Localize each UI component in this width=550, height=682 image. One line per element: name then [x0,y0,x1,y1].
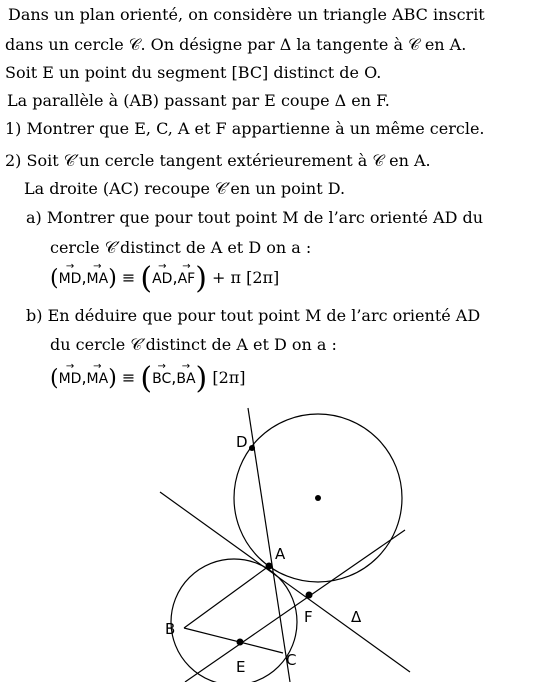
point-f [306,592,313,599]
part-b-line-2: du cercle 𝒞′distinct de A et D on a : [50,335,337,354]
vector-md: → MD [59,267,82,291]
part-b-text: En déduire que pour tout point M de l’arc orienté AD [47,306,481,325]
label-d: D [236,433,248,451]
label-a: A [275,545,286,563]
formula-a: (→ MD,→ MA) ≡ (→ AD,→ AF) + π [2π] [50,266,279,291]
question-1-number: 1) [5,119,22,138]
question-2-text: Soit 𝒞′un cercle tangent extérieurement à 𝒞 en A. [26,151,431,170]
center-point [315,495,321,501]
vector-bc: → BC [152,367,171,391]
label-delta: Δ [351,608,362,626]
part-a-label: a) [26,208,42,227]
part-a-line-2: cercle 𝒞′distinct de A et D on a : [50,238,312,257]
point-e [237,639,244,646]
statement-line-3: Soit E un point du segment [BC] distinct de O. [5,63,382,82]
formula-b-tail: [2π] [212,368,246,387]
vector-af: → AF [178,267,196,291]
label-e: E [236,658,246,676]
part-a-text: Montrer que pour tout point M de l’arc orienté AD du [46,208,484,227]
vector-ma: → MA [87,367,109,391]
vector-md: → MD [59,367,82,391]
segment-ba [184,566,269,628]
label-b: B [165,620,176,638]
statement-line-1: Dans un plan orienté, on considère un triangle ABC inscrit [8,5,485,24]
vector-ad: → AD [152,267,172,291]
question-2-number: 2) [5,151,22,170]
formula-a-tail: + π [2π] [212,268,280,287]
question-2-line-2: La droite (AC) recoupe 𝒞′en un point D. [24,179,346,198]
tangent-delta [160,492,410,672]
statement-line-4: La parallèle à (AB) passant par E coupe Δ en F. [7,91,390,110]
label-f: F [304,608,313,626]
label-c: C [286,651,297,669]
vector-ma: → MA [87,267,109,291]
point-a [266,563,273,570]
point-d [249,445,255,451]
part-b-label: b) [26,306,43,325]
congruence-symbol: ≡ [121,368,136,387]
segment-bc [184,628,283,653]
congruence-symbol: ≡ [121,268,136,287]
statement-line-2: dans un cercle 𝒞. On désigne par Δ la tangente à 𝒞 en A. [5,35,467,54]
formula-b: (→ MD,→ MA) ≡ (→ BC,→ BA) [2π] [50,366,246,391]
vector-ba: → BA [176,367,195,391]
question-1-text: Montrer que E, C, A et F appartienne à un même cercle. [26,119,485,138]
